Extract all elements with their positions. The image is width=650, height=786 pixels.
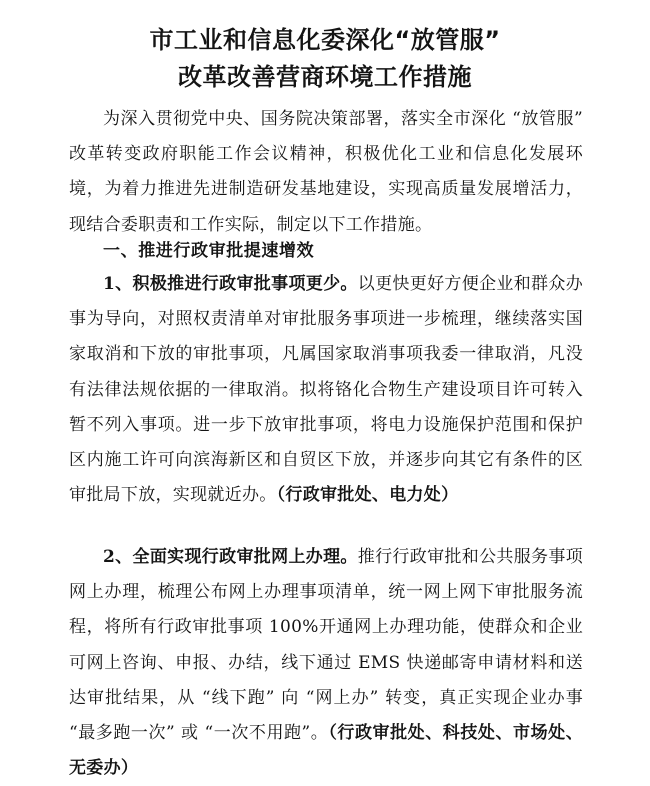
item-1-responsible: （行政审批处、电力处） <box>276 485 459 506</box>
intro-paragraph: 为深入贯彻党中央、国务院决策部署，落实全市深化 “放管服” 改革转变政府职能工作会议精神，积极优化工业和信息化发展环境，为着力推进先进制造研发基地建设，实现高质量发展增活力，现结合委职责和工作实际，制定以下工作措施。 <box>69 109 583 235</box>
document-title-line-1: 市工业和信息化委深化“放管服” <box>149 26 501 54</box>
item-2-paragraph <box>69 540 583 786</box>
item-1-heading: 1、积极推进行政审批事项更少。 <box>103 274 358 294</box>
section-1-heading: 一、推进行政审批提速增效 <box>103 241 315 261</box>
item-2-body: 推行行政审批和公共服务事项网上办理，梳理公布网上办理事项清单，统一网上网下审批服务流程，将所有行政审批事项 100%开通网上办理功能，使群众和企业可网上咨询、申报、办结，线下通过 EMS 快递邮寄申请材料和送达审批结果，从 “线下跑” 向 “网上办” 转变，真正实现企业办事 “最多跑一次” 或 “一次不用跑”。 <box>69 547 584 744</box>
item-1-body: 以更快更好方便企业和群众办事为导向，对照权责清单对审批服务事项进一步梳理，继续落实国家取消和下放的审批事项，凡属国家取消事项我委一律取消，凡没有法律法规依据的一律取消。拟将铬化合物生产建设项目许可转入暂不列入事项。进一步下放审批事项，将电力设施保护范围和保护区内施工许可向滨海新区和自贸区下放，并逐步向其它有条件的区审批局下放，实现就近办。 <box>69 274 584 506</box>
item-1-paragraph <box>69 267 583 513</box>
item-2-responsible: （行政审批处、科技处、市场处、无委办） <box>69 723 583 779</box>
document-title-line-2: 改革改善营商环境工作措施 <box>178 63 472 91</box>
item-2-heading: 2、全面实现行政审批网上办理。 <box>103 547 358 567</box>
